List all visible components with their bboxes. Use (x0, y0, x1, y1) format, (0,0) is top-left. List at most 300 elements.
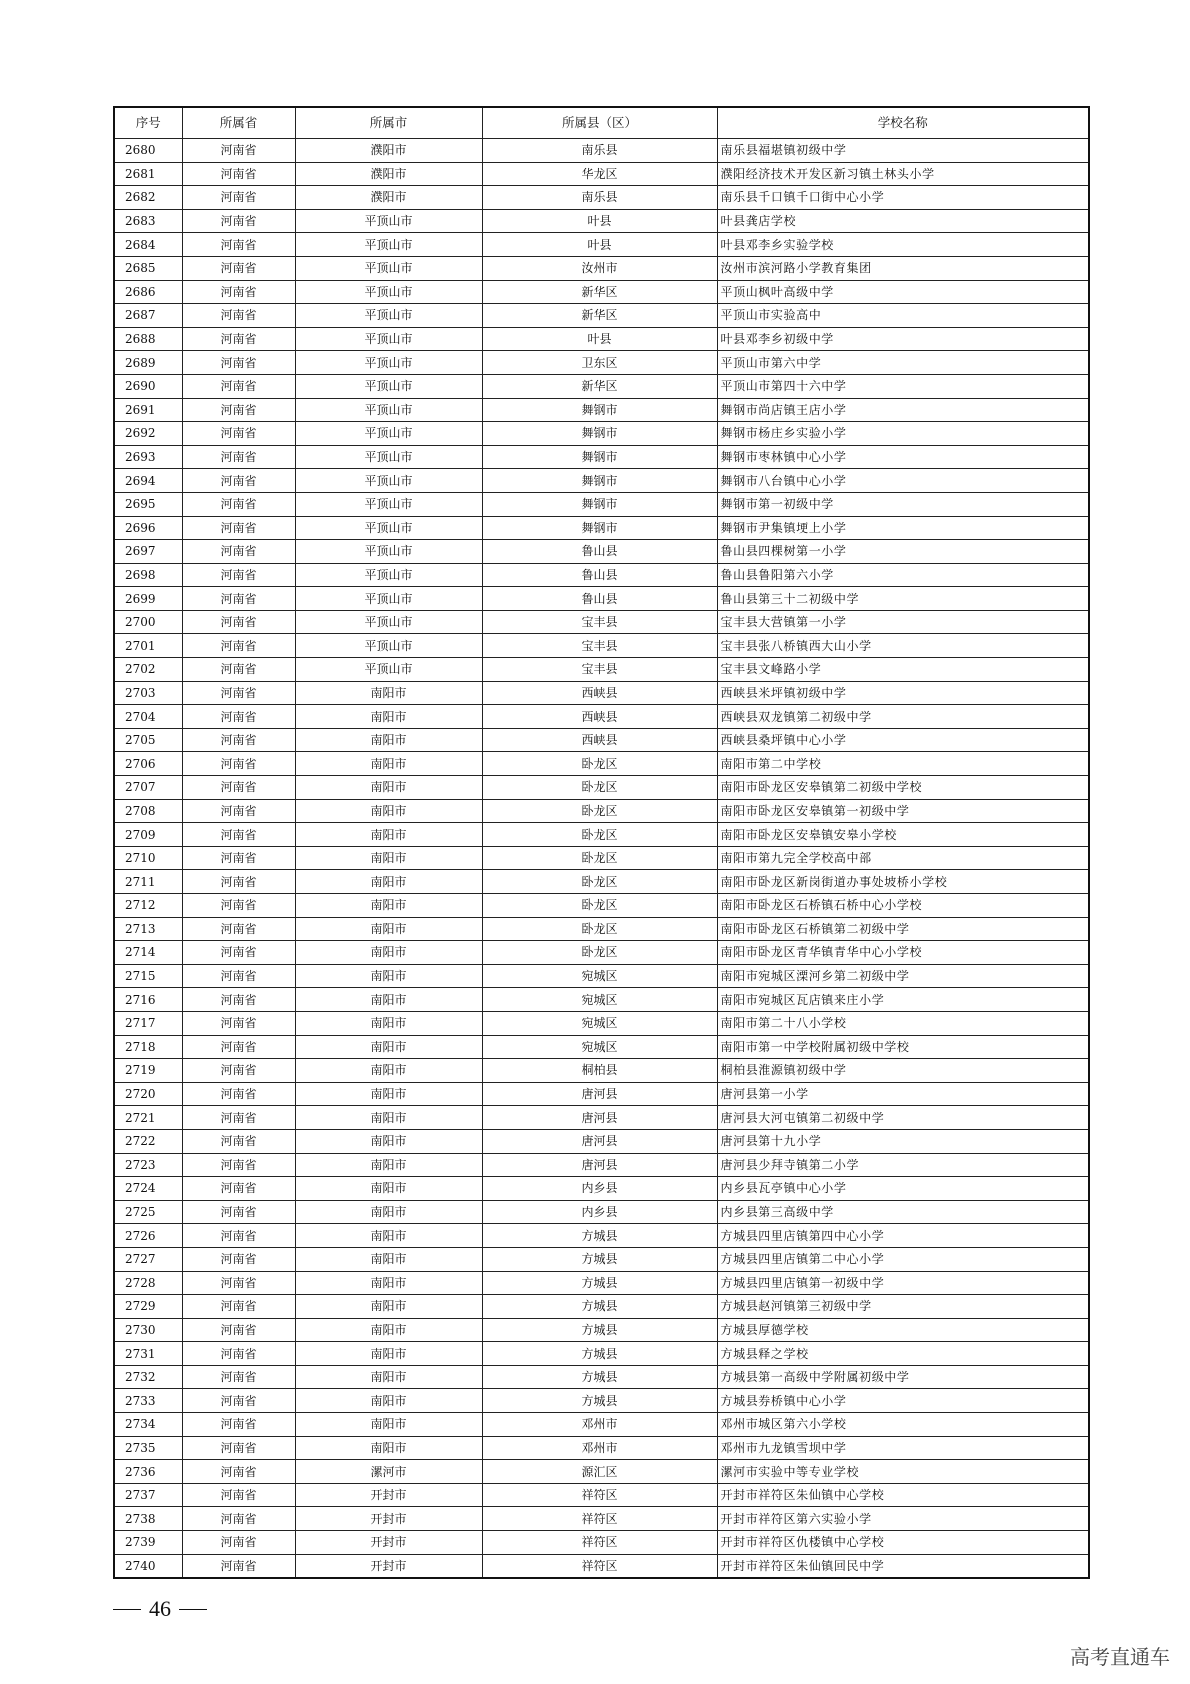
cell-county: 方城县 (482, 1247, 717, 1271)
cell-index: 2691 (114, 398, 182, 422)
cell-city: 南阳市 (295, 1365, 482, 1389)
cell-index: 2739 (114, 1531, 182, 1555)
cell-school-name: 内乡县第三高级中学 (717, 1200, 1089, 1224)
cell-city: 开封市 (295, 1507, 482, 1531)
cell-province: 河南省 (182, 422, 295, 446)
table-row (114, 1389, 1089, 1413)
cell-index: 2731 (114, 1342, 182, 1366)
table-row (114, 658, 1089, 682)
table-row (114, 1554, 1089, 1578)
cell-city: 南阳市 (295, 870, 482, 894)
cell-city: 南阳市 (295, 1295, 482, 1319)
table-row (114, 1295, 1089, 1319)
table-row (114, 1271, 1089, 1295)
cell-county: 叶县 (482, 233, 717, 257)
cell-city: 平顶山市 (295, 304, 482, 328)
cell-index: 2714 (114, 941, 182, 965)
cell-province: 河南省 (182, 1295, 295, 1319)
cell-school-name: 平顶山市第四十六中学 (717, 374, 1089, 398)
cell-county: 宛城区 (482, 1011, 717, 1035)
cell-province: 河南省 (182, 1271, 295, 1295)
table-row (114, 1200, 1089, 1224)
cell-school-name: 唐河县第十九小学 (717, 1129, 1089, 1153)
cell-school-name: 方城县四里店镇第二中心小学 (717, 1247, 1089, 1271)
cell-city: 南阳市 (295, 1247, 482, 1271)
cell-city: 南阳市 (295, 988, 482, 1012)
cell-school-name: 方城县厚德学校 (717, 1318, 1089, 1342)
table-row (114, 728, 1089, 752)
cell-county: 鲁山县 (482, 540, 717, 564)
cell-province: 河南省 (182, 681, 295, 705)
cell-index: 2723 (114, 1153, 182, 1177)
table-row (114, 280, 1089, 304)
cell-index: 2697 (114, 540, 182, 564)
cell-province: 河南省 (182, 304, 295, 328)
cell-province: 河南省 (182, 233, 295, 257)
cell-province: 河南省 (182, 1200, 295, 1224)
cell-school-name: 南乐县福堪镇初级中学 (717, 139, 1089, 163)
footer-dash-right (179, 1609, 207, 1610)
cell-province: 河南省 (182, 351, 295, 375)
cell-province: 河南省 (182, 1318, 295, 1342)
cell-province: 河南省 (182, 752, 295, 776)
cell-index: 2709 (114, 823, 182, 847)
cell-county: 叶县 (482, 209, 717, 233)
cell-county: 宛城区 (482, 1035, 717, 1059)
header-province: 所属省 (182, 107, 295, 139)
cell-index: 2681 (114, 162, 182, 186)
cell-school-name: 南阳市卧龙区安皋镇第二初级中学校 (717, 776, 1089, 800)
cell-county: 桐柏县 (482, 1059, 717, 1083)
cell-index: 2729 (114, 1295, 182, 1319)
table-row (114, 1247, 1089, 1271)
cell-city: 平顶山市 (295, 374, 482, 398)
cell-school-name: 宝丰县文峰路小学 (717, 658, 1089, 682)
cell-index: 2712 (114, 894, 182, 918)
table-row (114, 610, 1089, 634)
cell-school-name: 唐河县大河屯镇第二初级中学 (717, 1106, 1089, 1130)
table-row (114, 398, 1089, 422)
table-row (114, 1342, 1089, 1366)
header-index: 序号 (114, 107, 182, 139)
table-row (114, 445, 1089, 469)
cell-index: 2725 (114, 1200, 182, 1224)
cell-school-name: 方城县释之学校 (717, 1342, 1089, 1366)
table-row (114, 1531, 1089, 1555)
cell-province: 河南省 (182, 492, 295, 516)
cell-school-name: 舞钢市第一初级中学 (717, 492, 1089, 516)
cell-school-name: 舞钢市尹集镇埂上小学 (717, 516, 1089, 540)
cell-county: 鲁山县 (482, 587, 717, 611)
cell-province: 河南省 (182, 1011, 295, 1035)
cell-school-name: 南阳市卧龙区青华镇青华中心小学校 (717, 941, 1089, 965)
cell-province: 河南省 (182, 964, 295, 988)
school-list-table (113, 106, 1090, 1579)
cell-county: 卧龙区 (482, 894, 717, 918)
table-row (114, 492, 1089, 516)
cell-province: 河南省 (182, 1106, 295, 1130)
cell-school-name: 方城县四里店镇第四中心小学 (717, 1224, 1089, 1248)
cell-index: 2680 (114, 139, 182, 163)
cell-province: 河南省 (182, 728, 295, 752)
cell-school-name: 开封市祥符区朱仙镇中心学校 (717, 1483, 1089, 1507)
page-number: 46 (149, 1596, 171, 1621)
cell-county: 舞钢市 (482, 422, 717, 446)
cell-province: 河南省 (182, 634, 295, 658)
table-row (114, 540, 1089, 564)
cell-index: 2724 (114, 1177, 182, 1201)
table-row (114, 964, 1089, 988)
cell-city: 平顶山市 (295, 634, 482, 658)
cell-province: 河南省 (182, 610, 295, 634)
table-row (114, 846, 1089, 870)
cell-city: 平顶山市 (295, 587, 482, 611)
table-row (114, 256, 1089, 280)
cell-city: 平顶山市 (295, 233, 482, 257)
table-header-row (114, 107, 1089, 139)
cell-county: 方城县 (482, 1318, 717, 1342)
cell-province: 河南省 (182, 1342, 295, 1366)
cell-index: 2698 (114, 563, 182, 587)
cell-county: 内乡县 (482, 1177, 717, 1201)
cell-province: 河南省 (182, 1082, 295, 1106)
cell-city: 南阳市 (295, 1436, 482, 1460)
cell-county: 宛城区 (482, 988, 717, 1012)
cell-school-name: 宝丰县大营镇第一小学 (717, 610, 1089, 634)
cell-index: 2732 (114, 1365, 182, 1389)
cell-school-name: 叶县邓李乡初级中学 (717, 327, 1089, 351)
cell-province: 河南省 (182, 1389, 295, 1413)
cell-index: 2692 (114, 422, 182, 446)
cell-city: 平顶山市 (295, 610, 482, 634)
cell-index: 2713 (114, 917, 182, 941)
cell-school-name: 邓州市九龙镇雪坝中学 (717, 1436, 1089, 1460)
cell-province: 河南省 (182, 846, 295, 870)
cell-school-name: 南阳市第二十八小学校 (717, 1011, 1089, 1035)
table-row (114, 1460, 1089, 1484)
cell-city: 平顶山市 (295, 469, 482, 493)
cell-school-name: 舞钢市杨庄乡实验小学 (717, 422, 1089, 446)
cell-school-name: 鲁山县四棵树第一小学 (717, 540, 1089, 564)
cell-school-name: 南乐县千口镇千口街中心小学 (717, 186, 1089, 210)
cell-city: 南阳市 (295, 1413, 482, 1437)
cell-county: 祥符区 (482, 1507, 717, 1531)
cell-index: 2730 (114, 1318, 182, 1342)
cell-province: 河南省 (182, 398, 295, 422)
cell-city: 南阳市 (295, 1153, 482, 1177)
cell-county: 舞钢市 (482, 445, 717, 469)
cell-school-name: 南阳市卧龙区安皋镇第一初级中学 (717, 799, 1089, 823)
table-row (114, 162, 1089, 186)
cell-province: 河南省 (182, 327, 295, 351)
cell-county: 舞钢市 (482, 492, 717, 516)
cell-school-name: 宝丰县张八桥镇西大山小学 (717, 634, 1089, 658)
cell-city: 南阳市 (295, 1200, 482, 1224)
table-row (114, 1059, 1089, 1083)
cell-city: 濮阳市 (295, 139, 482, 163)
table-row (114, 587, 1089, 611)
cell-city: 濮阳市 (295, 186, 482, 210)
cell-province: 河南省 (182, 1460, 295, 1484)
table-row (114, 917, 1089, 941)
cell-school-name: 唐河县第一小学 (717, 1082, 1089, 1106)
cell-index: 2726 (114, 1224, 182, 1248)
table-row (114, 327, 1089, 351)
cell-city: 南阳市 (295, 1271, 482, 1295)
cell-school-name: 方城县券桥镇中心小学 (717, 1389, 1089, 1413)
cell-city: 南阳市 (295, 964, 482, 988)
footer-dash-left (113, 1609, 141, 1610)
table-row (114, 870, 1089, 894)
cell-index: 2682 (114, 186, 182, 210)
cell-province: 河南省 (182, 162, 295, 186)
cell-index: 2735 (114, 1436, 182, 1460)
cell-school-name: 西峡县双龙镇第二初级中学 (717, 705, 1089, 729)
cell-index: 2708 (114, 799, 182, 823)
cell-city: 南阳市 (295, 1224, 482, 1248)
table-row (114, 1129, 1089, 1153)
table-body (114, 139, 1089, 1579)
cell-school-name: 开封市祥符区第六实验小学 (717, 1507, 1089, 1531)
cell-province: 河南省 (182, 823, 295, 847)
cell-index: 2719 (114, 1059, 182, 1083)
cell-county: 邓州市 (482, 1436, 717, 1460)
table-row (114, 233, 1089, 257)
cell-city: 南阳市 (295, 917, 482, 941)
table-row (114, 1224, 1089, 1248)
cell-school-name: 南阳市第二中学校 (717, 752, 1089, 776)
cell-index: 2702 (114, 658, 182, 682)
cell-county: 卧龙区 (482, 752, 717, 776)
cell-county: 宝丰县 (482, 658, 717, 682)
cell-county: 方城县 (482, 1365, 717, 1389)
watermark-text: 高考直通车 (1070, 1645, 1170, 1669)
cell-index: 2686 (114, 280, 182, 304)
cell-county: 卧龙区 (482, 846, 717, 870)
cell-province: 河南省 (182, 1177, 295, 1201)
cell-province: 河南省 (182, 917, 295, 941)
cell-province: 河南省 (182, 1413, 295, 1437)
cell-school-name: 鲁山县第三十二初级中学 (717, 587, 1089, 611)
cell-index: 2687 (114, 304, 182, 328)
cell-county: 宝丰县 (482, 610, 717, 634)
cell-school-name: 方城县四里店镇第一初级中学 (717, 1271, 1089, 1295)
cell-city: 南阳市 (295, 705, 482, 729)
cell-province: 河南省 (182, 870, 295, 894)
cell-school-name: 平顶山枫叶高级中学 (717, 280, 1089, 304)
cell-province: 河南省 (182, 374, 295, 398)
cell-province: 河南省 (182, 469, 295, 493)
cell-province: 河南省 (182, 776, 295, 800)
cell-county: 舞钢市 (482, 469, 717, 493)
cell-index: 2727 (114, 1247, 182, 1271)
table-row (114, 1011, 1089, 1035)
cell-county: 祥符区 (482, 1531, 717, 1555)
cell-school-name: 南阳市第九完全学校高中部 (717, 846, 1089, 870)
cell-province: 河南省 (182, 563, 295, 587)
cell-school-name: 桐柏县淮源镇初级中学 (717, 1059, 1089, 1083)
cell-school-name: 南阳市宛城区溧河乡第二初级中学 (717, 964, 1089, 988)
cell-province: 河南省 (182, 988, 295, 1012)
cell-city: 平顶山市 (295, 351, 482, 375)
cell-index: 2699 (114, 587, 182, 611)
cell-province: 河南省 (182, 1507, 295, 1531)
cell-county: 方城县 (482, 1342, 717, 1366)
table-row (114, 422, 1089, 446)
cell-county: 西峡县 (482, 728, 717, 752)
cell-index: 2688 (114, 327, 182, 351)
cell-index: 2690 (114, 374, 182, 398)
cell-city: 开封市 (295, 1531, 482, 1555)
cell-city: 南阳市 (295, 1082, 482, 1106)
table-row (114, 1507, 1089, 1531)
cell-school-name: 叶县龚店学校 (717, 209, 1089, 233)
cell-city: 平顶山市 (295, 280, 482, 304)
table-row (114, 681, 1089, 705)
cell-index: 2695 (114, 492, 182, 516)
cell-city: 南阳市 (295, 1389, 482, 1413)
cell-index: 2728 (114, 1271, 182, 1295)
table-row (114, 894, 1089, 918)
table-row (114, 1153, 1089, 1177)
cell-index: 2693 (114, 445, 182, 469)
cell-city: 南阳市 (295, 1342, 482, 1366)
table-row (114, 776, 1089, 800)
cell-city: 南阳市 (295, 681, 482, 705)
cell-county: 方城县 (482, 1295, 717, 1319)
cell-city: 平顶山市 (295, 209, 482, 233)
table-row (114, 1177, 1089, 1201)
cell-city: 南阳市 (295, 846, 482, 870)
cell-province: 河南省 (182, 445, 295, 469)
cell-province: 河南省 (182, 1059, 295, 1083)
cell-county: 唐河县 (482, 1153, 717, 1177)
cell-city: 平顶山市 (295, 398, 482, 422)
cell-province: 河南省 (182, 1365, 295, 1389)
cell-city: 南阳市 (295, 823, 482, 847)
cell-county: 鲁山县 (482, 563, 717, 587)
cell-province: 河南省 (182, 1035, 295, 1059)
cell-county: 舞钢市 (482, 516, 717, 540)
cell-province: 河南省 (182, 941, 295, 965)
table-row (114, 469, 1089, 493)
cell-index: 2718 (114, 1035, 182, 1059)
header-city: 所属市 (295, 107, 482, 139)
cell-county: 南乐县 (482, 139, 717, 163)
cell-index: 2701 (114, 634, 182, 658)
header-school-name: 学校名称 (717, 107, 1089, 139)
table-row (114, 139, 1089, 163)
cell-province: 河南省 (182, 139, 295, 163)
cell-school-name: 平顶山市第六中学 (717, 351, 1089, 375)
cell-index: 2721 (114, 1106, 182, 1130)
cell-city: 平顶山市 (295, 563, 482, 587)
cell-school-name: 唐河县少拜寺镇第二小学 (717, 1153, 1089, 1177)
table-row (114, 351, 1089, 375)
table-row (114, 563, 1089, 587)
cell-city: 平顶山市 (295, 445, 482, 469)
cell-index: 2684 (114, 233, 182, 257)
cell-index: 2733 (114, 1389, 182, 1413)
table-row (114, 1413, 1089, 1437)
cell-city: 南阳市 (295, 752, 482, 776)
cell-index: 2696 (114, 516, 182, 540)
cell-city: 南阳市 (295, 1318, 482, 1342)
cell-city: 南阳市 (295, 1059, 482, 1083)
table-row (114, 752, 1089, 776)
cell-province: 河南省 (182, 1554, 295, 1578)
cell-county: 卧龙区 (482, 917, 717, 941)
cell-city: 南阳市 (295, 799, 482, 823)
table-row (114, 705, 1089, 729)
cell-province: 河南省 (182, 1224, 295, 1248)
cell-index: 2685 (114, 256, 182, 280)
cell-city: 平顶山市 (295, 516, 482, 540)
cell-index: 2704 (114, 705, 182, 729)
cell-county: 卧龙区 (482, 941, 717, 965)
cell-school-name: 内乡县瓦亭镇中心小学 (717, 1177, 1089, 1201)
cell-province: 河南省 (182, 209, 295, 233)
cell-province: 河南省 (182, 516, 295, 540)
cell-province: 河南省 (182, 1129, 295, 1153)
cell-school-name: 西峡县桑坪镇中心小学 (717, 728, 1089, 752)
cell-county: 方城县 (482, 1224, 717, 1248)
cell-school-name: 邓州市城区第六小学校 (717, 1413, 1089, 1437)
cell-index: 2717 (114, 1011, 182, 1035)
cell-school-name: 叶县邓李乡实验学校 (717, 233, 1089, 257)
cell-city: 南阳市 (295, 728, 482, 752)
table-row (114, 823, 1089, 847)
table-row (114, 799, 1089, 823)
cell-school-name: 南阳市卧龙区安皋镇安皋小学校 (717, 823, 1089, 847)
cell-county: 源汇区 (482, 1460, 717, 1484)
table-row (114, 516, 1089, 540)
cell-school-name: 开封市祥符区朱仙镇回民中学 (717, 1554, 1089, 1578)
cell-city: 南阳市 (295, 776, 482, 800)
table-row (114, 1106, 1089, 1130)
cell-county: 卧龙区 (482, 799, 717, 823)
cell-school-name: 南阳市宛城区瓦店镇来庄小学 (717, 988, 1089, 1012)
cell-city: 南阳市 (295, 894, 482, 918)
cell-city: 南阳市 (295, 941, 482, 965)
cell-county: 西峡县 (482, 681, 717, 705)
cell-index: 2737 (114, 1483, 182, 1507)
cell-county: 卧龙区 (482, 870, 717, 894)
cell-city: 南阳市 (295, 1106, 482, 1130)
cell-index: 2700 (114, 610, 182, 634)
cell-province: 河南省 (182, 256, 295, 280)
cell-county: 唐河县 (482, 1106, 717, 1130)
cell-index: 2683 (114, 209, 182, 233)
cell-province: 河南省 (182, 1247, 295, 1271)
cell-province: 河南省 (182, 705, 295, 729)
cell-school-name: 鲁山县鲁阳第六小学 (717, 563, 1089, 587)
cell-school-name: 平顶山市实验高中 (717, 304, 1089, 328)
cell-index: 2736 (114, 1460, 182, 1484)
table-row (114, 304, 1089, 328)
cell-city: 南阳市 (295, 1011, 482, 1035)
cell-school-name: 漯河市实验中等专业学校 (717, 1460, 1089, 1484)
cell-index: 2706 (114, 752, 182, 776)
cell-province: 河南省 (182, 1436, 295, 1460)
cell-province: 河南省 (182, 1153, 295, 1177)
table-row (114, 988, 1089, 1012)
cell-index: 2734 (114, 1413, 182, 1437)
cell-county: 华龙区 (482, 162, 717, 186)
table-row (114, 634, 1089, 658)
cell-index: 2689 (114, 351, 182, 375)
cell-county: 祥符区 (482, 1483, 717, 1507)
